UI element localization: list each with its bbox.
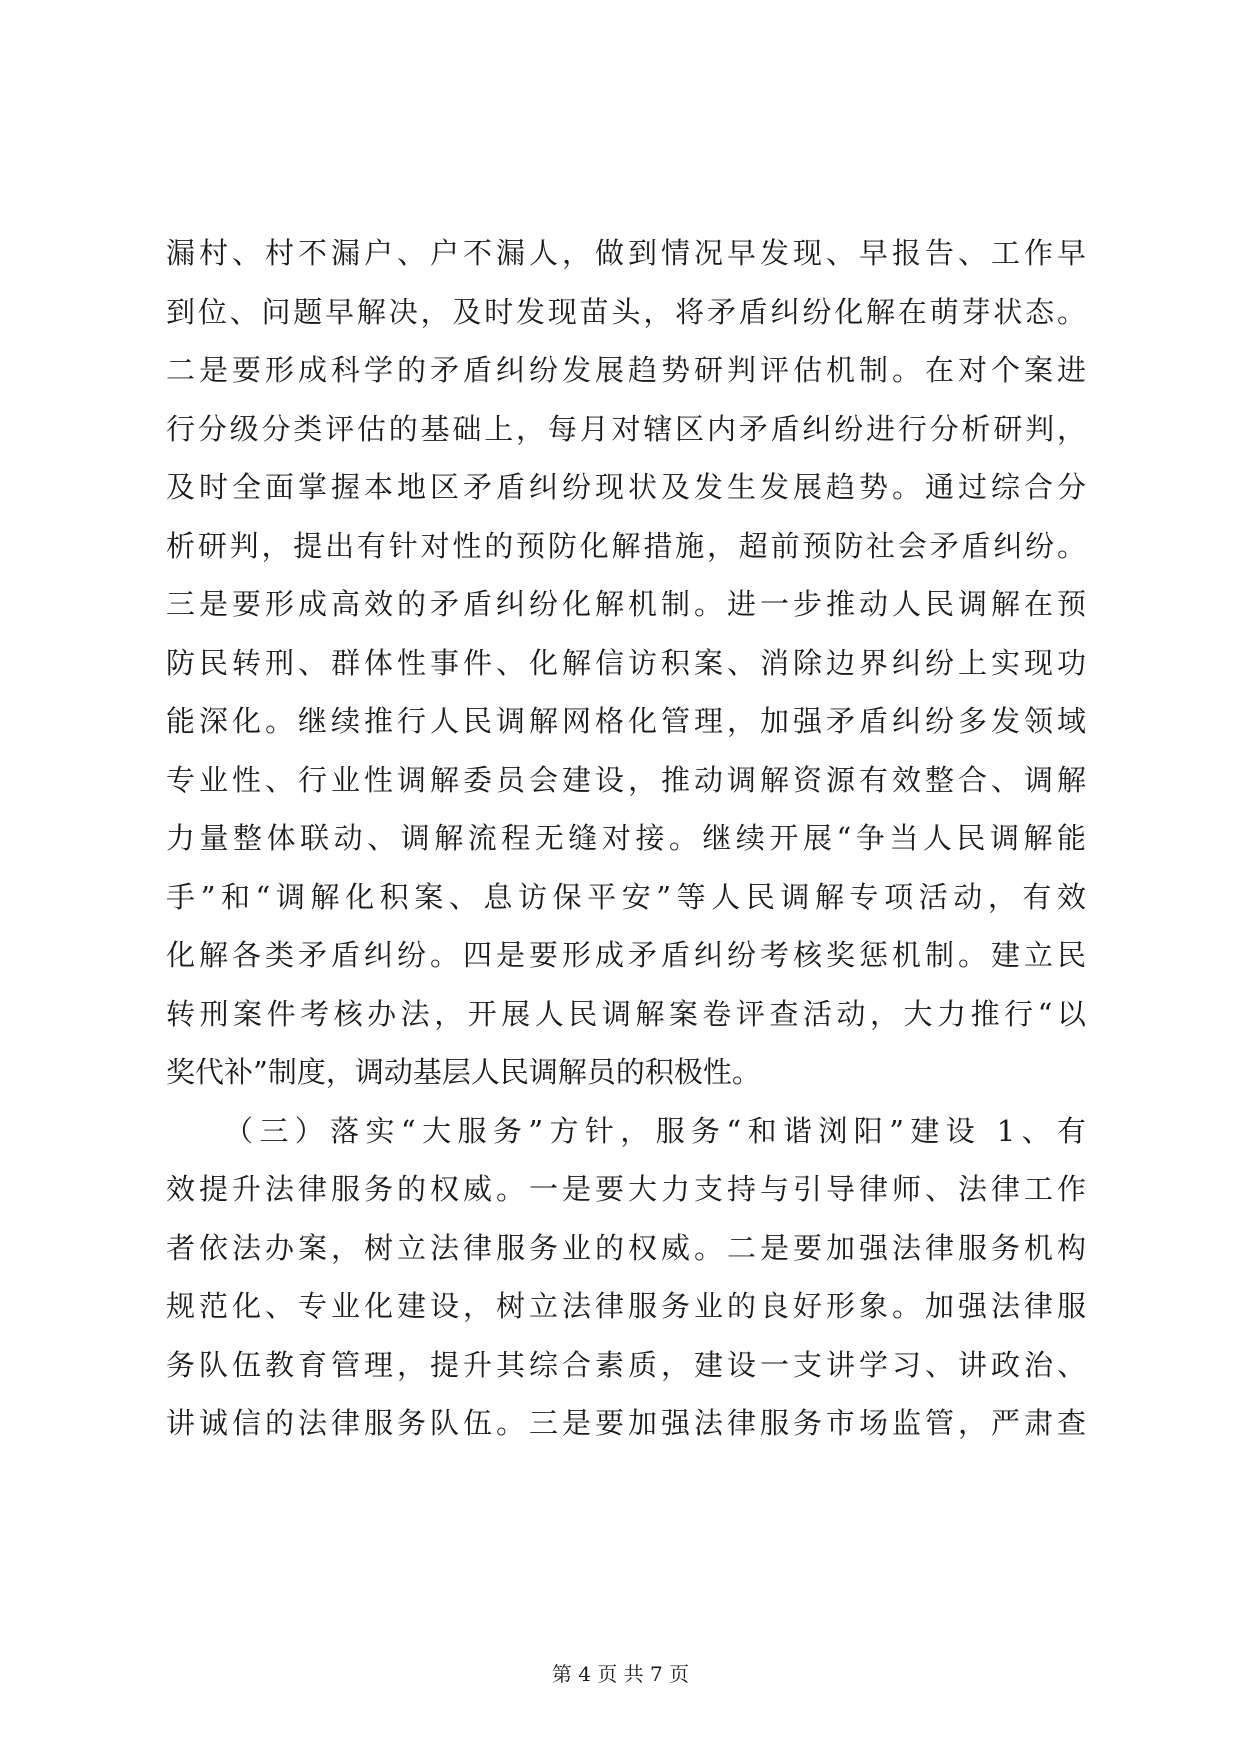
text-line: 讲诚信的法律服务队伍。三是要加强法律服务市场监管，严肃查 xyxy=(166,1406,1086,1440)
text-line: 析研判，提出有针对性的预防化解措施，超前预防社会矛盾纠纷。 xyxy=(166,528,1086,563)
text-line: 三是要形成高效的矛盾纠纷化解机制。进一步推动人民调解在预 xyxy=(166,587,1086,621)
section-heading-line: （三）落实“大服务”方针，服务“和谐浏阳”建设 1、有 xyxy=(224,1113,1086,1148)
text-line: 专业性、行业性调解委员会建设，推动调解资源有效整合、调解 xyxy=(166,762,1086,797)
text-line: 手”和“调解化积案、息访保平安”等人民调解专项活动，有效 xyxy=(166,879,1086,914)
text-line: 化解各类矛盾纠纷。四是要形成矛盾纠纷考核奖惩机制。建立民 xyxy=(166,938,1086,972)
body-text xyxy=(166,224,1086,1453)
text-line: 奖代补”制度，调动基层人民调解员的积极性。 xyxy=(166,1055,761,1089)
text-line: 规范化、专业化建设，树立法律服务业的良好形象。加强法律服 xyxy=(166,1289,1086,1323)
page-number-footer: 第 4 页 共 7 页 xyxy=(551,1662,690,1686)
text-line: 效提升法律服务的权威。一是要大力支持与引导律师、法律工作 xyxy=(166,1172,1086,1206)
text-line: 转刑案件考核办法，开展人民调解案卷评查活动，大力推行“以 xyxy=(166,996,1086,1031)
text-line: 者依法办案，树立法律服务业的权威。二是要加强法律服务机构 xyxy=(166,1230,1086,1265)
text-line: 到位、问题早解决，及时发现苗头，将矛盾纠纷化解在萌芽状态。 xyxy=(166,294,1086,329)
text-line: 行分级分类评估的基础上，每月对辖区内矛盾纠纷进行分析研判， xyxy=(166,411,1086,446)
text-line: 力量整体联动、调解流程无缝对接。继续开展“争当人民调解能 xyxy=(166,821,1086,855)
text-line: 漏村、村不漏户、户不漏人，做到情况早发现、早报告、工作早 xyxy=(166,236,1086,270)
text-line: 及时全面掌握本地区矛盾纠纷现状及发生发展趋势。通过综合分 xyxy=(166,470,1086,504)
text-line: 能深化。继续推行人民调解网格化管理，加强矛盾纠纷多发领域 xyxy=(166,704,1086,738)
text-line: 务队伍教育管理，提升其综合素质，建设一支讲学习、讲政治、 xyxy=(166,1347,1086,1382)
text-line: 防民转刑、群体性事件、化解信访积案、消除边界纠纷上实现功 xyxy=(166,645,1086,680)
text-line: 二是要形成科学的矛盾纠纷发展趋势研判评估机制。在对个案进 xyxy=(166,353,1086,387)
